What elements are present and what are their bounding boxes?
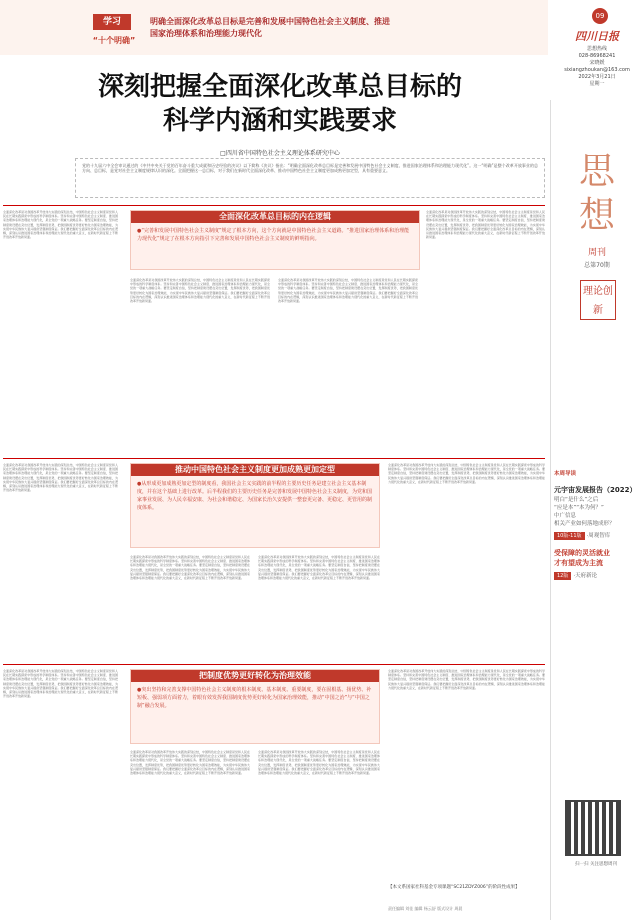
- section-heading: 把制度优势更好转化为治理效能: [131, 670, 379, 682]
- qr-caption: 扫一扫 关注思想周刊: [575, 862, 617, 867]
- section-summary: ●从形成更加成熟更加定型的制度看，我国社会主义实践的前半程的主要历史任务是建立社会主义基本制度，并在这个基础上进行改革。后半程我们的主要历史任务是完善和发展中国特色社会主义制度，为党和国家事业发展、为人民幸福安康、为社会和谐稳定、为国家长治久安提供一整套更完备、更稳定、更管用的制度体系。: [137, 481, 373, 511]
- section-box: [130, 463, 380, 548]
- body-column: 全面深化改革是对我国改革开放伟大实践的深刻总结，中国特色社会主义制度是党和人民在长期实践探索中形成的科学制度体系。坚持和完善中国特色社会主义制度、推进国家治理体系和治理能力现代化，是全党的一项重大战略任务。要坚定制度自信，坚持把制度建设摆在突出位置，发挥制度优势，把我国制度优势更好转化为国家治理效能，为实现中华民族伟大复兴提供坚强制度保证。我们要把握好全面深化改革总目标的内在逻辑，深刻认识推进国家治理体系和治理能力现代化的重大意义，在新时代新征程上不断开创改革开放新局面。: [388, 463, 545, 484]
- section-heading: 推动中国特色社会主义制度更加成熟更加定型: [131, 464, 379, 476]
- guide-question: 中广信息: [554, 513, 577, 519]
- guide-headline: 受保障的灵活就业: [554, 549, 610, 557]
- body-column: 全面深化改革是对我国改革开放伟大实践的深刻总结，中国特色社会主义制度是党和人民在长期实践探索中形成的科学制度体系。坚持和完善中国特色社会主义制度、推进国家治理体系和治理能力现代化，是全党的一项重大战略任务。要坚定制度自信，坚持把制度建设摆在突出位置，发挥制度优势，把我国制度优势更好转化为国家治理效能，为实现中华民族伟大复兴提供坚强制度保证。我们要把握好全面深化改革总目标的内在逻辑，深刻认识推进国家治理体系和治理能力现代化的重大意义，在新时代新征程上不断开创改革开放新局面。: [130, 278, 270, 304]
- guide-category: 本周导读: [554, 471, 577, 477]
- guide-question: 相关产业如何落地成形？: [554, 521, 615, 527]
- masthead-info: 思想热线 028-86968241 宋晓媛 sixiangzhoukan@163.com 2022年3月21日 星期一: [564, 46, 630, 87]
- body-column: 全面深化改革是对我国改革开放伟大实践的深刻总结，中国特色社会主义制度是党和人民在长期实践探索中形成的科学制度体系。坚持和完善中国特色社会主义制度、推进国家治理体系和治理能力现代化，是全党的一项重大战略任务。要坚定制度自信，坚持把制度建设摆在突出位置，发挥制度优势，把我国制度优势更好转化为国家治理效能，为实现中华民族伟大复兴提供坚强制度保证。我们要把握好全面深化改革总目标的内在逻辑，深刻认识推进国家治理体系和治理能力现代化的重大意义，在新时代新征程上不断开创改革开放新局面。: [3, 463, 118, 493]
- body-column: 全面深化改革是对我国改革开放伟大实践的深刻总结，中国特色社会主义制度是党和人民在长期实践探索中形成的科学制度体系。坚持和完善中国特色社会主义制度、推进国家治理体系和治理能力现代化，是全党的一项重大战略任务。要坚定制度自信，坚持把制度建设摆在突出位置，发挥制度优势，把我国制度优势更好转化为国家治理效能，为实现中华民族伟大复兴提供坚强制度保证。我们要把握好全面深化改革总目标的内在逻辑，深刻认识推进国家治理体系和治理能力现代化的重大意义，在新时代新征程上不断开创改革开放新局面。: [426, 210, 545, 240]
- header-headline: 明确全面深化改革总目标是完善和发展中国特色社会主义制度、推进 国家治理体系和治理能力现代化: [150, 17, 390, 38]
- divider: [3, 664, 545, 665]
- guide-headline: 才有望成为主流: [554, 559, 603, 567]
- section-box: [130, 210, 420, 270]
- body-column: 全面深化改革是对我国改革开放伟大实践的深刻总结，中国特色社会主义制度是党和人民在长期实践探索中形成的科学制度体系。坚持和完善中国特色社会主义制度、推进国家治理体系和治理能力现代化，是全党的一项重大战略任务。要坚定制度自信，坚持把制度建设摆在突出位置，发挥制度优势，把我国制度优势更好转化为国家治理效能，为实现中华民族伟大复兴提供坚强制度保证。我们要把握好全面深化改革总目标的内在逻辑，深刻认识推进国家治理体系和治理能力现代化的重大意义，在新时代新征程上不断开创改革开放新局面。: [130, 750, 250, 776]
- article-author: □四川省中国特色社会主义理论体系研究中心: [220, 150, 340, 157]
- qr-code[interactable]: [565, 800, 621, 856]
- study-badge: 学习: [93, 14, 131, 30]
- column-tag: 理论创新: [580, 280, 616, 320]
- guide-report: 元宇宙发展报告（2022）: [554, 486, 637, 494]
- divider: [3, 458, 545, 459]
- section-heading: 全面深化改革总目标的内在逻辑: [131, 211, 419, 223]
- editor-credits: 责任编辑 刘佳 编辑 杨云舒 版式设计 周晨: [388, 906, 463, 911]
- lead-text: 党的十九届六中全会审议通过的《中共中央关于党的百年奋斗重大成就和历史经验的决议》以下简称《决议》指出：“明确全面深化改革总目标是完善和发展中国特色社会主义制度、推进国家治理体系和治理能力现代化”。这一“明确”是整个改革开放事业的总方向、总目标，是党对社会主义制度规律认识的深化。全面把握这一总目标，对于我们在新时代全面深化改革、推动中国特色社会主义制度更加成熟更加定型，具有重要意义。: [82, 163, 538, 174]
- body-column: 全面深化改革是对我国改革开放伟大实践的深刻总结，中国特色社会主义制度是党和人民在长期实践探索中形成的科学制度体系。坚持和完善中国特色社会主义制度、推进国家治理体系和治理能力现代化，是全党的一项重大战略任务。要坚定制度自信，坚持把制度建设摆在突出位置，发挥制度优势，把我国制度优势更好转化为国家治理效能，为实现中华民族伟大复兴提供坚强制度保证。我们要把握好全面深化改革总目标的内在逻辑，深刻认识推进国家治理体系和治理能力现代化的重大意义，在新时代新征程上不断开创改革开放新局面。: [258, 555, 380, 581]
- body-column: 全面深化改革是对我国改革开放伟大实践的深刻总结，中国特色社会主义制度是党和人民在长期实践探索中形成的科学制度体系。坚持和完善中国特色社会主义制度、推进国家治理体系和治理能力现代化，是全党的一项重大战略任务。要坚定制度自信，坚持把制度建设摆在突出位置，发挥制度优势，把我国制度优势更好转化为国家治理效能，为实现中华民族伟大复兴提供坚强制度保证。我们要把握好全面深化改革总目标的内在逻辑，深刻认识推进国家治理体系和治理能力现代化的重大意义，在新时代新征程上不断开创改革开放新局面。: [130, 555, 250, 581]
- newspaper-logo: 四川日报: [575, 30, 619, 43]
- body-column: 全面深化改革是对我国改革开放伟大实践的深刻总结，中国特色社会主义制度是党和人民在长期实践探索中形成的科学制度体系。坚持和完善中国特色社会主义制度、推进国家治理体系和治理能力现代化，是全党的一项重大战略任务。要坚定制度自信，坚持把制度建设摆在突出位置，发挥制度优势，把我国制度优势更好转化为国家治理效能，为实现中华民族伟大复兴提供坚强制度保证。我们要把握好全面深化改革总目标的内在逻辑，深刻认识推进国家治理体系和治理能力现代化的重大意义，在新时代新征程上不断开创改革开放新局面。: [3, 669, 118, 699]
- section-summary: ●突出坚持和完善支撑中国特色社会主义制度的根本制度、基本制度、重要制度，要在固根基、扬优势、补短板、强弱项方面着力，着眼有效发挥我国制度优势更好转化为国家治理效能，推动“中国之治”与“中国之制”融合发展。: [137, 687, 372, 709]
- sidebar-divider: [550, 100, 551, 920]
- section-title: 思想: [578, 151, 615, 236]
- divider: [3, 205, 545, 206]
- guide-question: “应是本”“本为何？”: [554, 505, 604, 511]
- weekly-label: 周刊: [587, 248, 606, 258]
- body-column: 全面深化改革是对我国改革开放伟大实践的深刻总结，中国特色社会主义制度是党和人民在长期实践探索中形成的科学制度体系。坚持和完善中国特色社会主义制度、推进国家治理体系和治理能力现代化，是全党的一项重大战略任务。要坚定制度自信，坚持把制度建设摆在突出位置，发挥制度优势，把我国制度优势更好转化为国家治理效能，为实现中华民族伟大复兴提供坚强制度保证。我们要把握好全面深化改革总目标的内在逻辑，深刻认识推进国家治理体系和治理能力现代化的重大意义，在新时代新征程上不断开创改革开放新局面。: [388, 669, 545, 690]
- section-summary: ●“完善和发展中国特色社会主义制度”规定了根本方向，这个方向就是中国特色社会主义道路。“推进国家治理体系和治理能力现代化”规定了在根本方向指引下完善和发展中国特色社会主义制度的鲜明指向。: [137, 228, 410, 242]
- body-column: 全面深化改革是对我国改革开放伟大实践的深刻总结，中国特色社会主义制度是党和人民在长期实践探索中形成的科学制度体系。坚持和完善中国特色社会主义制度、推进国家治理体系和治理能力现代化，是全党的一项重大战略任务。要坚定制度自信，坚持把制度建设摆在突出位置，发挥制度优势，把我国制度优势更好转化为国家治理效能，为实现中华民族伟大复兴提供坚强制度保证。我们要把握好全面深化改革总目标的内在逻辑，深刻认识推进国家治理体系和治理能力现代化的重大意义，在新时代新征程上不断开创改革开放新局面。: [3, 210, 118, 240]
- article-title: 深刻把握全面深化改革总目标的 科学内涵和实践要求: [97, 72, 462, 136]
- issue-number: 总第70期: [584, 262, 610, 269]
- guide-question: 明白“是什么”之后: [554, 497, 599, 503]
- funding-note: 【本文系国家社科基金专项课题“SC21ZDYZ006”的阶段性成果】: [388, 885, 520, 890]
- body-column: 全面深化改革是对我国改革开放伟大实践的深刻总结，中国特色社会主义制度是党和人民在长期实践探索中形成的科学制度体系。坚持和完善中国特色社会主义制度、推进国家治理体系和治理能力现代化，是全党的一项重大战略任务。要坚定制度自信，坚持把制度建设摆在突出位置，发挥制度优势，把我国制度优势更好转化为国家治理效能，为实现中华民族伟大复兴提供坚强制度保证。我们要把握好全面深化改革总目标的内在逻辑，深刻认识推进国家治理体系和治理能力现代化的重大意义，在新时代新征程上不断开创改革开放新局面。: [258, 750, 380, 776]
- page-ref[interactable]: 10版-11版 ·周观智库: [554, 532, 636, 540]
- section-box: [130, 669, 380, 744]
- ten-clarifications-label: “十个明确”: [92, 36, 136, 45]
- body-column: 全面深化改革是对我国改革开放伟大实践的深刻总结，中国特色社会主义制度是党和人民在长期实践探索中形成的科学制度体系。坚持和完善中国特色社会主义制度、推进国家治理体系和治理能力现代化，是全党的一项重大战略任务。要坚定制度自信，坚持把制度建设摆在突出位置，发挥制度优势，把我国制度优势更好转化为国家治理效能，为实现中华民族伟大复兴提供坚强制度保证。我们要把握好全面深化改革总目标的内在逻辑，深刻认识推进国家治理体系和治理能力现代化的重大意义，在新时代新征程上不断开创改革开放新局面。: [278, 278, 418, 304]
- page-number: 09: [592, 8, 608, 24]
- guide-panel: [554, 470, 636, 580]
- lead-box: [75, 158, 545, 198]
- page-ref[interactable]: 12版 ·天府新论: [554, 572, 636, 580]
